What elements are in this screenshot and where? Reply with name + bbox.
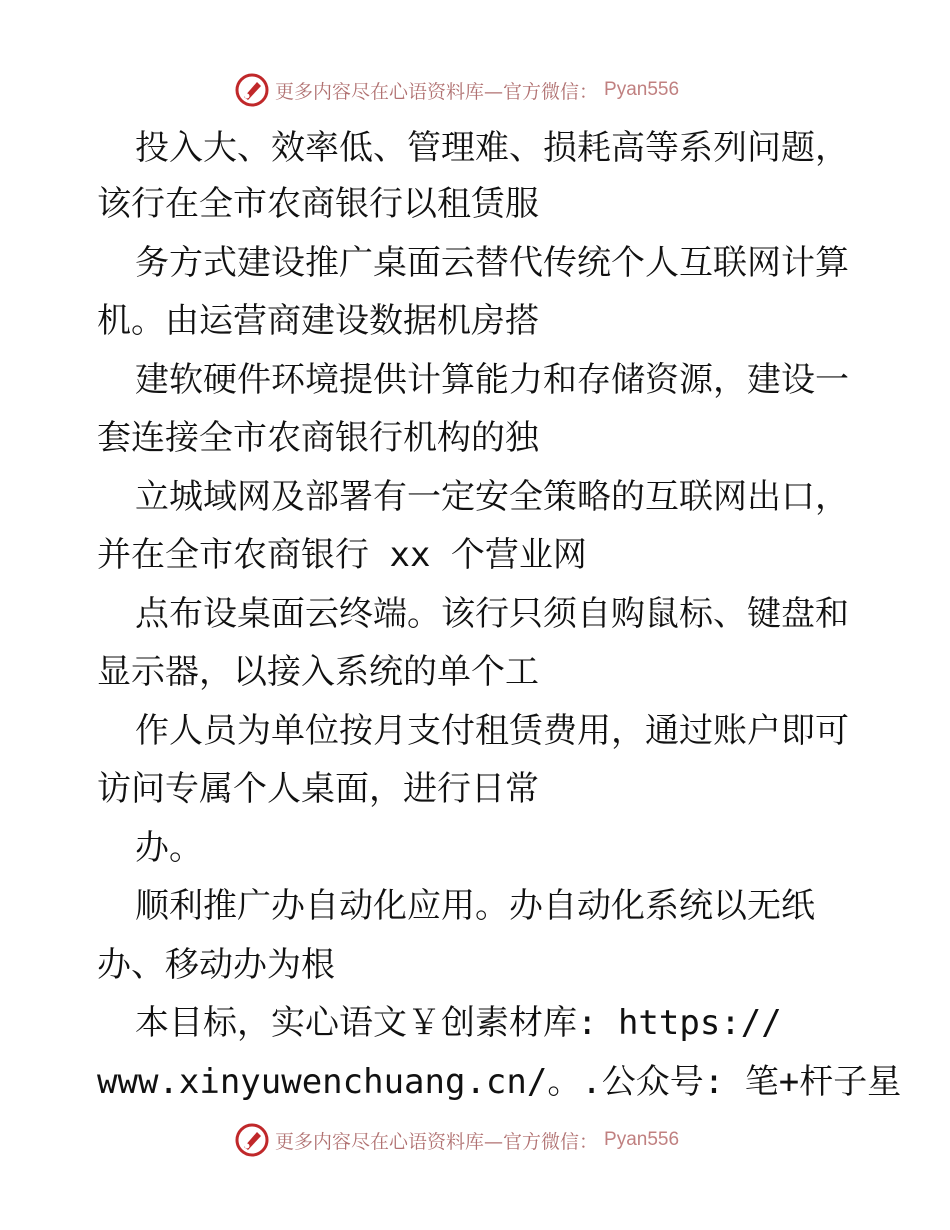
body-line: 务方式建设推广桌面云替代传统个人互联网计算 <box>135 243 849 283</box>
footer-banner <box>235 1122 679 1158</box>
body-line: 投入大、效率低、管理难、损耗高等系列问题， <box>135 128 849 168</box>
body-line: 作人员为单位按月支付租赁费用，通过账户即可 <box>135 711 849 751</box>
body-line: 建软硬件环境提供计算能力和存储资源，建设一 <box>135 360 849 400</box>
body-line: www.xinyuwenchuang.cn/。.公众号: 笔+杆子星 <box>97 1062 902 1102</box>
body-line: 办。 <box>135 828 203 868</box>
body-line: 点布设桌面云终端。该行只须自购鼠标、键盘和 <box>135 594 849 634</box>
body-line: 显示器，以接入系统的单个工 <box>97 652 539 692</box>
body-line: 办、移动办为根 <box>97 945 335 985</box>
footer-banner-wechat-id: Pyan556 <box>604 1129 680 1150</box>
pen-nib-logo-icon <box>235 73 269 107</box>
header-banner-text: 更多内容尽在心语资料库—官方微信： <box>275 80 599 103</box>
header-banner <box>235 72 679 108</box>
footer-banner-text: 更多内容尽在心语资料库—官方微信： <box>275 1130 599 1153</box>
body-line: 顺利推广办自动化应用。办自动化系统以无纸 <box>135 886 815 926</box>
body-line: 机。由运营商建设数据机房搭 <box>97 301 539 341</box>
pen-nib-logo-icon <box>235 1123 269 1157</box>
header-banner-wechat-id: Pyan556 <box>604 79 680 100</box>
body-line: 立城域网及部署有一定安全策略的互联网出口， <box>135 477 849 517</box>
body-line: 访问专属个人桌面，进行日常 <box>97 769 539 809</box>
body-line: 套连接全市农商银行机构的独 <box>97 418 539 458</box>
body-line: 并在全市农商银行 xx 个营业网 <box>97 535 587 575</box>
body-line: 该行在全市农商银行以租赁服 <box>97 184 539 224</box>
body-line: 本目标，实心语文￥创素材库: https:// <box>135 1003 782 1043</box>
